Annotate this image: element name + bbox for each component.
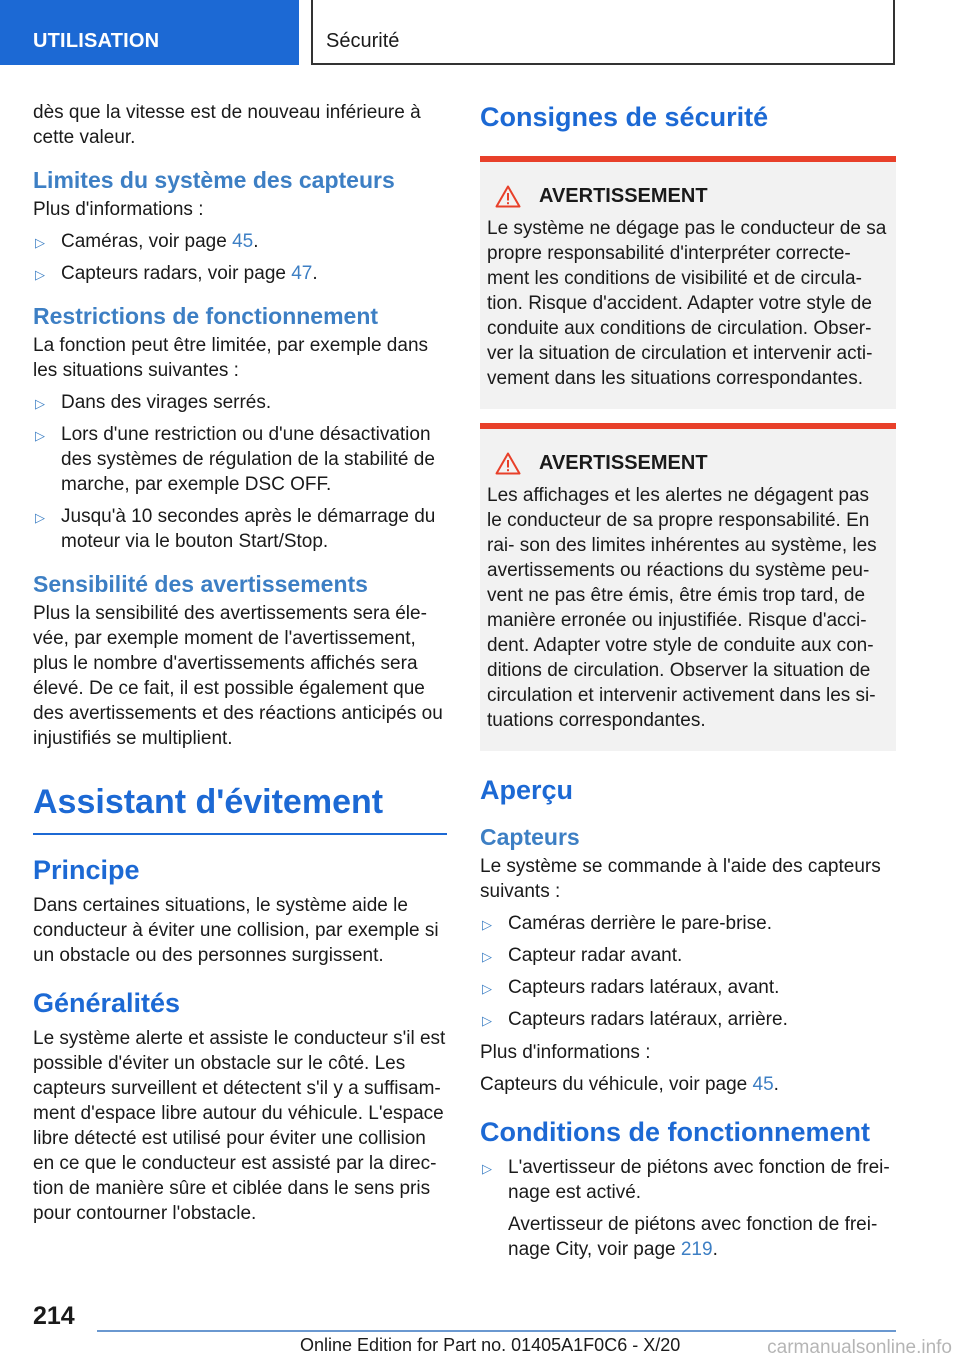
footer-edition: Online Edition for Part no. 01405A1F0C6 - X/20	[300, 1335, 681, 1355]
intro-text: dès que la vitesse est de nouveau inférieure à cette valeur.	[33, 102, 421, 148]
page-link[interactable]: 47	[291, 263, 313, 284]
heading-limites: Limites du système des capteurs	[33, 167, 395, 193]
list-item: ▷ Capteurs radars latéraux, avant.	[480, 975, 896, 1000]
heading-principe: Principe	[33, 855, 140, 885]
heading-sensibilite: Sensibilité des avertissements	[33, 571, 368, 597]
list-item: ▷ Caméras derrière le pare-brise.	[480, 911, 896, 936]
bullet-icon: ▷	[482, 917, 492, 932]
warning-triangle-icon	[495, 185, 521, 208]
list-item: ▷ Jusqu'à 10 secondes après le démarrage du moteur via le bouton Start/Stop.	[35, 506, 436, 552]
bullet-icon: ▷	[35, 396, 45, 411]
warning-box	[480, 423, 896, 751]
left-column	[33, 100, 447, 1233]
bullet-icon: ▷	[482, 949, 492, 964]
bullet-icon: ▷	[482, 1013, 492, 1028]
warning-text: Le système ne dégage pas le conducteur de sa propre responsabilité d'interpréter correcte‐ ment les conditions de visibilité et de circula‐ tion. Risque d'accident. Adapter votre style de conduite aux conditions de circulation. Obser‐ ver la situation de circulation et intervenir acti‐ vement dans les situations correspondantes.	[487, 218, 887, 389]
principe-text: Dans certaines situations, le système aide le conducteur à éviter une collision, par exemple si un obstacle ou des personnes surgissent.	[33, 895, 439, 966]
list-item: ▷ L'avertisseur de piétons avec fonction de frei‐ nage est activé. Avertisseur de piétons avec fonction de frei‐ nage City, voir page 219.	[480, 1155, 896, 1262]
warning-triangle-icon	[495, 452, 521, 475]
heading-consignes: Consignes de sécurité	[480, 102, 769, 132]
restrictions-list	[33, 390, 447, 554]
right-column	[480, 100, 896, 1270]
bullet-icon: ▷	[482, 981, 492, 996]
bullet-icon: ▷	[35, 428, 45, 443]
generalites-text: Le système alerte et assiste le conducteur s'il est possible d'éviter un obstacle sur le côté. Les capteurs surveillent et détectent s'il y a suffisam‐ ment d'espace libre autour du véhicule. L'espace libre détecté est utilisé pour éviter une collision en ce que le conducteur est assisté par la direc‐ tion de manière sûre et ciblée dans le sens pris pour contourner l'obstacle.	[33, 1028, 446, 1224]
heading-apercu: Aperçu	[480, 775, 574, 805]
list-item: ▷ Lors d'une restriction ou d'une désactivation des systèmes de régulation de la stabilité de marche, par exemple DSC OFF.	[35, 424, 435, 495]
bullet-icon: ▷	[35, 267, 45, 282]
warning-title: AVERTISSEMENT	[495, 451, 888, 475]
chapter-tab	[0, 0, 299, 65]
warning-title: AVERTISSEMENT	[495, 184, 888, 208]
list-item: ▷ Capteur radar avant.	[480, 943, 896, 968]
conditions-list	[480, 1155, 896, 1262]
sensibilite-text: Plus la sensibilité des avertissements sera éle‐ vée, par exemple moment de l'avertissement, plus le nombre d'avertissements affichés sera élevé. De ce fait, il est possible également que des avertissements et des réactions anticipés ou injustifiés se multiplient.	[33, 603, 443, 749]
warning-text: Les affichages et les alertes ne dégagent pas le conducteur de sa propre responsabilité. En rai‐ son des limites inhérentes au système, les avertissements ou réactions du système peu‐ vent ne pas être émis, être émis trop tard, de manière erronée ou injustifiée. Risque d'acci‐ dent. Adapter votre style de conduite aux con‐ ditions de circulation. Observer la situation de circulation et intervenir activement dans les si‐ tuations correspondantes.	[487, 485, 877, 731]
conditions-ref: Avertisseur de piétons avec fonction de frei‐ nage City, voir page 219.	[508, 1214, 878, 1260]
list-item: ▷ Capteurs radars, voir page 47.	[33, 261, 447, 286]
page-number: 214	[33, 1302, 75, 1330]
section-header	[311, 0, 895, 65]
limites-list	[33, 229, 447, 286]
watermark: carmanualsonline.info	[767, 1337, 952, 1358]
heading-restrictions: Restrictions de fonctionnement	[33, 303, 379, 329]
chapter-heading-assistant: Assistant d'évitement	[33, 781, 447, 835]
capteurs-text: Le système se commande à l'aide des capteurs suivants :	[480, 856, 881, 902]
chapter-title: UTILISATION	[33, 30, 160, 52]
list-item: ▷ Dans des virages serrés.	[33, 390, 447, 415]
list-item: ▷ Caméras, voir page 45.	[33, 229, 447, 254]
heading-generalites: Généralités	[33, 988, 181, 1018]
section-title: Sécurité	[326, 30, 400, 52]
capteurs-more: Plus d'informations :	[480, 1042, 651, 1063]
limites-text: Plus d'informations :	[33, 199, 204, 220]
page-link[interactable]: 45	[752, 1074, 774, 1095]
heading-capteurs: Capteurs	[480, 824, 580, 850]
footer-divider	[97, 1330, 896, 1332]
list-item: ▷ Capteurs radars latéraux, arrière.	[480, 1007, 896, 1032]
bullet-icon: ▷	[35, 510, 45, 525]
heading-conditions: Conditions de fonctionnement	[480, 1117, 870, 1147]
capteurs-ref: Capteurs du véhicule, voir page 45.	[480, 1074, 779, 1095]
page-link[interactable]: 219	[680, 1239, 713, 1260]
warning-box	[480, 156, 896, 409]
restrictions-text: La fonction peut être limitée, par exemple dans les situations suivantes :	[33, 335, 429, 381]
bullet-icon: ▷	[35, 235, 45, 250]
page-link[interactable]: 45	[232, 231, 254, 252]
bullet-icon: ▷	[482, 1161, 492, 1176]
capteurs-list	[480, 911, 896, 1032]
